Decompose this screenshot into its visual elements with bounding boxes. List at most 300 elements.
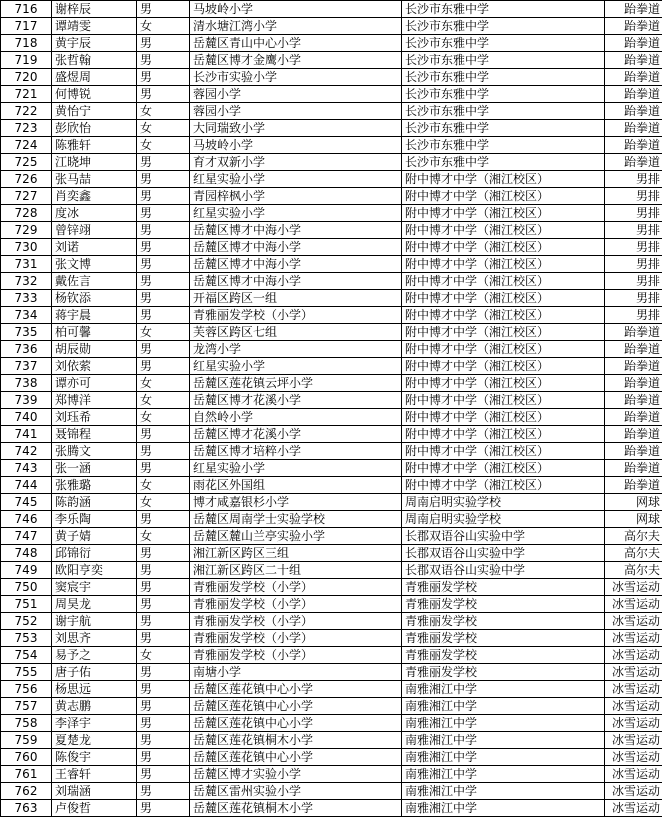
gender-cell: 男 <box>137 35 190 52</box>
row-number-cell: 759 <box>1 732 52 749</box>
table-row <box>1 188 662 205</box>
primary-school-cell: 岳麓区莲花镇云坪小学 <box>190 375 402 392</box>
table-row <box>1 766 662 783</box>
gender-cell: 女 <box>137 647 190 664</box>
row-number-cell: 716 <box>1 1 52 18</box>
middle-school-cell: 附中博才中学（湘江校区） <box>402 171 605 188</box>
gender-cell: 男 <box>137 443 190 460</box>
primary-school-cell: 长沙市实验小学 <box>190 69 402 86</box>
row-number-cell: 732 <box>1 273 52 290</box>
primary-school-cell: 岳麓区博才中海小学 <box>190 273 402 290</box>
row-number-cell: 728 <box>1 205 52 222</box>
middle-school-cell: 长郡双语谷山实验中学 <box>402 545 605 562</box>
student-name-cell: 黄志鹏 <box>52 698 137 715</box>
middle-school-cell: 长郡双语谷山实验中学 <box>402 562 605 579</box>
student-name-cell: 谭靖雯 <box>52 18 137 35</box>
student-name-cell: 蒋宇晨 <box>52 307 137 324</box>
sport-cell: 男排 <box>605 205 662 222</box>
table-row <box>1 630 662 647</box>
gender-cell: 男 <box>137 664 190 681</box>
row-number-cell: 727 <box>1 188 52 205</box>
student-name-cell: 陈雅轩 <box>52 137 137 154</box>
table-row <box>1 375 662 392</box>
row-number-cell: 725 <box>1 154 52 171</box>
primary-school-cell: 育才双新小学 <box>190 154 402 171</box>
gender-cell: 女 <box>137 18 190 35</box>
primary-school-cell: 岳麓区博才中海小学 <box>190 239 402 256</box>
primary-school-cell: 马坡岭小学 <box>190 1 402 18</box>
row-number-cell: 739 <box>1 392 52 409</box>
table-row <box>1 1 662 18</box>
table-row <box>1 324 662 341</box>
row-number-cell: 748 <box>1 545 52 562</box>
table-row <box>1 358 662 375</box>
student-name-cell: 欧阳亨奕 <box>52 562 137 579</box>
student-name-cell: 张文博 <box>52 256 137 273</box>
student-name-cell: 杨思远 <box>52 681 137 698</box>
student-name-cell: 谭亦可 <box>52 375 137 392</box>
sport-cell: 跆拳道 <box>605 392 662 409</box>
middle-school-cell: 青雅丽发学校 <box>402 596 605 613</box>
middle-school-cell: 青雅丽发学校 <box>402 664 605 681</box>
table-row <box>1 511 662 528</box>
sport-cell: 冰雪运动 <box>605 630 662 647</box>
sport-cell: 跆拳道 <box>605 426 662 443</box>
middle-school-cell: 长沙市东雅中学 <box>402 154 605 171</box>
student-name-cell: 柏可馨 <box>52 324 137 341</box>
middle-school-cell: 附中博才中学（湘江校区） <box>402 443 605 460</box>
sport-cell: 冰雪运动 <box>605 766 662 783</box>
student-name-cell: 黄怡宁 <box>52 103 137 120</box>
row-number-cell: 744 <box>1 477 52 494</box>
table-row <box>1 647 662 664</box>
student-name-cell: 张雅璐 <box>52 477 137 494</box>
primary-school-cell: 蓉园小学 <box>190 103 402 120</box>
sport-cell: 冰雪运动 <box>605 800 662 817</box>
gender-cell: 男 <box>137 681 190 698</box>
student-name-cell: 李乐陶 <box>52 511 137 528</box>
student-name-cell: 邱锦衍 <box>52 545 137 562</box>
middle-school-cell: 南雅湘江中学 <box>402 681 605 698</box>
table-row <box>1 613 662 630</box>
sport-cell: 跆拳道 <box>605 18 662 35</box>
student-name-cell: 聂锦程 <box>52 426 137 443</box>
primary-school-cell: 岳麓区博才中海小学 <box>190 222 402 239</box>
primary-school-cell: 红星实验小学 <box>190 171 402 188</box>
gender-cell: 男 <box>137 171 190 188</box>
sport-cell: 冰雪运动 <box>605 783 662 800</box>
student-name-cell: 刘依萦 <box>52 358 137 375</box>
gender-cell: 男 <box>137 307 190 324</box>
row-number-cell: 752 <box>1 613 52 630</box>
middle-school-cell: 长沙市东雅中学 <box>402 120 605 137</box>
sport-cell: 跆拳道 <box>605 443 662 460</box>
row-number-cell: 755 <box>1 664 52 681</box>
table-row <box>1 273 662 290</box>
student-name-cell: 刘瑞涵 <box>52 783 137 800</box>
primary-school-cell: 南塘小学 <box>190 664 402 681</box>
primary-school-cell: 青雅丽发学校（小学） <box>190 613 402 630</box>
middle-school-cell: 青雅丽发学校 <box>402 630 605 647</box>
middle-school-cell: 南雅湘江中学 <box>402 766 605 783</box>
middle-school-cell: 附中博才中学（湘江校区） <box>402 375 605 392</box>
sport-cell: 男排 <box>605 171 662 188</box>
sport-cell: 跆拳道 <box>605 103 662 120</box>
gender-cell: 男 <box>137 154 190 171</box>
primary-school-cell: 岳麓区莲花镇中心小学 <box>190 681 402 698</box>
primary-school-cell: 红星实验小学 <box>190 205 402 222</box>
gender-cell: 男 <box>137 460 190 477</box>
table-row <box>1 86 662 103</box>
middle-school-cell: 附中博才中学（湘江校区） <box>402 307 605 324</box>
row-number-cell: 760 <box>1 749 52 766</box>
middle-school-cell: 南雅湘江中学 <box>402 749 605 766</box>
primary-school-cell: 岳麓区雷州实验小学 <box>190 783 402 800</box>
gender-cell: 男 <box>137 52 190 69</box>
gender-cell: 女 <box>137 103 190 120</box>
row-number-cell: 763 <box>1 800 52 817</box>
gender-cell: 男 <box>137 341 190 358</box>
row-number-cell: 742 <box>1 443 52 460</box>
table-row <box>1 52 662 69</box>
row-number-cell: 754 <box>1 647 52 664</box>
primary-school-cell: 岳麓区莲花镇中心小学 <box>190 698 402 715</box>
row-number-cell: 720 <box>1 69 52 86</box>
sport-cell: 高尔夫 <box>605 528 662 545</box>
gender-cell: 男 <box>137 188 190 205</box>
row-number-cell: 735 <box>1 324 52 341</box>
row-number-cell: 756 <box>1 681 52 698</box>
row-number-cell: 741 <box>1 426 52 443</box>
student-name-cell: 卢俊哲 <box>52 800 137 817</box>
table-row <box>1 460 662 477</box>
table-row <box>1 341 662 358</box>
sport-cell: 男排 <box>605 188 662 205</box>
table-row <box>1 800 662 817</box>
primary-school-cell: 红星实验小学 <box>190 358 402 375</box>
table-row <box>1 409 662 426</box>
primary-school-cell: 红星实验小学 <box>190 460 402 477</box>
sport-cell: 男排 <box>605 290 662 307</box>
sport-cell: 男排 <box>605 222 662 239</box>
table-row <box>1 732 662 749</box>
student-name-cell: 刘诺 <box>52 239 137 256</box>
gender-cell: 男 <box>137 222 190 239</box>
row-number-cell: 719 <box>1 52 52 69</box>
table-row <box>1 222 662 239</box>
row-number-cell: 738 <box>1 375 52 392</box>
primary-school-cell: 岳麓区莲花镇中心小学 <box>190 749 402 766</box>
row-number-cell: 753 <box>1 630 52 647</box>
middle-school-cell: 附中博才中学（湘江校区） <box>402 273 605 290</box>
gender-cell: 男 <box>137 205 190 222</box>
table-row <box>1 494 662 511</box>
row-number-cell: 761 <box>1 766 52 783</box>
middle-school-cell: 南雅湘江中学 <box>402 800 605 817</box>
primary-school-cell: 马坡岭小学 <box>190 137 402 154</box>
gender-cell: 女 <box>137 494 190 511</box>
primary-school-cell: 岳麓区博才花溪小学 <box>190 392 402 409</box>
table-row <box>1 545 662 562</box>
gender-cell: 男 <box>137 715 190 732</box>
table-row <box>1 290 662 307</box>
row-number-cell: 762 <box>1 783 52 800</box>
sport-cell: 跆拳道 <box>605 477 662 494</box>
row-number-cell: 721 <box>1 86 52 103</box>
student-name-cell: 张腾文 <box>52 443 137 460</box>
sport-cell: 跆拳道 <box>605 358 662 375</box>
primary-school-cell: 开福区跨区一组 <box>190 290 402 307</box>
row-number-cell: 730 <box>1 239 52 256</box>
table-row <box>1 715 662 732</box>
primary-school-cell: 龙湾小学 <box>190 341 402 358</box>
sport-cell: 冰雪运动 <box>605 732 662 749</box>
student-name-cell: 窦宸宇 <box>52 579 137 596</box>
middle-school-cell: 附中博才中学（湘江校区） <box>402 324 605 341</box>
sport-cell: 跆拳道 <box>605 137 662 154</box>
gender-cell: 女 <box>137 324 190 341</box>
sport-cell: 男排 <box>605 239 662 256</box>
table-row <box>1 171 662 188</box>
gender-cell: 男 <box>137 256 190 273</box>
middle-school-cell: 周南启明实验学校 <box>402 494 605 511</box>
table-row <box>1 154 662 171</box>
middle-school-cell: 附中博才中学（湘江校区） <box>402 358 605 375</box>
gender-cell: 男 <box>137 86 190 103</box>
table-row <box>1 443 662 460</box>
gender-cell: 男 <box>137 613 190 630</box>
middle-school-cell: 附中博才中学（湘江校区） <box>402 477 605 494</box>
row-number-cell: 751 <box>1 596 52 613</box>
student-name-cell: 王睿轩 <box>52 766 137 783</box>
student-name-cell: 郑博洋 <box>52 392 137 409</box>
middle-school-cell: 青雅丽发学校 <box>402 613 605 630</box>
gender-cell: 男 <box>137 732 190 749</box>
sport-cell: 跆拳道 <box>605 86 662 103</box>
gender-cell: 男 <box>137 273 190 290</box>
table-row <box>1 69 662 86</box>
sport-cell: 男排 <box>605 307 662 324</box>
student-name-cell: 黄宇辰 <box>52 35 137 52</box>
student-name-cell: 张一涵 <box>52 460 137 477</box>
gender-cell: 女 <box>137 528 190 545</box>
table-row <box>1 528 662 545</box>
student-name-cell: 夏楚龙 <box>52 732 137 749</box>
sport-cell: 男排 <box>605 273 662 290</box>
sport-cell: 跆拳道 <box>605 409 662 426</box>
sport-cell: 冰雪运动 <box>605 715 662 732</box>
sport-cell: 跆拳道 <box>605 35 662 52</box>
middle-school-cell: 附中博才中学（湘江校区） <box>402 222 605 239</box>
middle-school-cell: 长郡双语谷山实验中学 <box>402 528 605 545</box>
gender-cell: 男 <box>137 426 190 443</box>
sport-cell: 冰雪运动 <box>605 613 662 630</box>
sport-cell: 高尔夫 <box>605 562 662 579</box>
middle-school-cell: 周南启明实验学校 <box>402 511 605 528</box>
student-name-cell: 张马喆 <box>52 171 137 188</box>
student-name-cell: 戴佐言 <box>52 273 137 290</box>
primary-school-cell: 清水塘江湾小学 <box>190 18 402 35</box>
student-name-cell: 盛煜周 <box>52 69 137 86</box>
sport-cell: 冰雪运动 <box>605 596 662 613</box>
row-number-cell: 743 <box>1 460 52 477</box>
primary-school-cell: 大同瑞致小学 <box>190 120 402 137</box>
primary-school-cell: 青雅丽发学校（小学） <box>190 630 402 647</box>
sport-cell: 冰雪运动 <box>605 579 662 596</box>
sport-cell: 冰雪运动 <box>605 647 662 664</box>
primary-school-cell: 青雅丽发学校（小学） <box>190 596 402 613</box>
gender-cell: 男 <box>137 596 190 613</box>
row-number-cell: 736 <box>1 341 52 358</box>
student-name-cell: 张哲翰 <box>52 52 137 69</box>
student-name-cell: 杨钦添 <box>52 290 137 307</box>
row-number-cell: 717 <box>1 18 52 35</box>
row-number-cell: 718 <box>1 35 52 52</box>
middle-school-cell: 南雅湘江中学 <box>402 715 605 732</box>
middle-school-cell: 附中博才中学（湘江校区） <box>402 256 605 273</box>
student-name-cell: 彭欣怡 <box>52 120 137 137</box>
row-number-cell: 731 <box>1 256 52 273</box>
table-row <box>1 562 662 579</box>
middle-school-cell: 附中博才中学（湘江校区） <box>402 426 605 443</box>
middle-school-cell: 长沙市东雅中学 <box>402 69 605 86</box>
primary-school-cell: 自然岭小学 <box>190 409 402 426</box>
gender-cell: 男 <box>137 358 190 375</box>
gender-cell: 男 <box>137 69 190 86</box>
gender-cell: 女 <box>137 409 190 426</box>
row-number-cell: 722 <box>1 103 52 120</box>
middle-school-cell: 长沙市东雅中学 <box>402 35 605 52</box>
primary-school-cell: 岳麓区青山中心小学 <box>190 35 402 52</box>
row-number-cell: 726 <box>1 171 52 188</box>
gender-cell: 男 <box>137 749 190 766</box>
primary-school-cell: 青园梓枫小学 <box>190 188 402 205</box>
primary-school-cell: 岳麓区博才花溪小学 <box>190 426 402 443</box>
middle-school-cell: 南雅湘江中学 <box>402 732 605 749</box>
student-name-cell: 刘珏希 <box>52 409 137 426</box>
sport-cell: 跆拳道 <box>605 69 662 86</box>
gender-cell: 男 <box>137 698 190 715</box>
middle-school-cell: 附中博才中学（湘江校区） <box>402 205 605 222</box>
primary-school-cell: 岳麓区周南学士实验学校 <box>190 511 402 528</box>
row-number-cell: 740 <box>1 409 52 426</box>
table-row <box>1 664 662 681</box>
sport-cell: 跆拳道 <box>605 341 662 358</box>
student-name-cell: 何博锐 <box>52 86 137 103</box>
table-row <box>1 256 662 273</box>
gender-cell: 男 <box>137 579 190 596</box>
primary-school-cell: 芙蓉区跨区七组 <box>190 324 402 341</box>
gender-cell: 男 <box>137 1 190 18</box>
primary-school-cell: 岳麓区博才中海小学 <box>190 256 402 273</box>
middle-school-cell: 长沙市东雅中学 <box>402 103 605 120</box>
student-name-cell: 江晓坤 <box>52 154 137 171</box>
table-row <box>1 239 662 256</box>
primary-school-cell: 青雅丽发学校（小学） <box>190 647 402 664</box>
middle-school-cell: 南雅湘江中学 <box>402 783 605 800</box>
row-number-cell: 745 <box>1 494 52 511</box>
middle-school-cell: 附中博才中学（湘江校区） <box>402 460 605 477</box>
gender-cell: 女 <box>137 375 190 392</box>
gender-cell: 女 <box>137 477 190 494</box>
row-number-cell: 746 <box>1 511 52 528</box>
middle-school-cell: 附中博才中学（湘江校区） <box>402 188 605 205</box>
row-number-cell: 757 <box>1 698 52 715</box>
primary-school-cell: 青雅丽发学校（小学） <box>190 307 402 324</box>
gender-cell: 男 <box>137 239 190 256</box>
table-row <box>1 681 662 698</box>
student-name-cell: 刘思齐 <box>52 630 137 647</box>
primary-school-cell: 青雅丽发学校（小学） <box>190 579 402 596</box>
sport-cell: 跆拳道 <box>605 460 662 477</box>
middle-school-cell: 长沙市东雅中学 <box>402 137 605 154</box>
sport-cell: 跆拳道 <box>605 52 662 69</box>
table-row <box>1 426 662 443</box>
student-name-cell: 周昊龙 <box>52 596 137 613</box>
primary-school-cell: 蓉园小学 <box>190 86 402 103</box>
gender-cell: 男 <box>137 630 190 647</box>
sport-cell: 男排 <box>605 256 662 273</box>
middle-school-cell: 长沙市东雅中学 <box>402 52 605 69</box>
table-row <box>1 137 662 154</box>
student-name-cell: 李泽宇 <box>52 715 137 732</box>
sport-cell: 跆拳道 <box>605 324 662 341</box>
sport-cell: 冰雪运动 <box>605 664 662 681</box>
gender-cell: 女 <box>137 137 190 154</box>
row-number-cell: 750 <box>1 579 52 596</box>
gender-cell: 男 <box>137 783 190 800</box>
middle-school-cell: 青雅丽发学校 <box>402 579 605 596</box>
row-number-cell: 758 <box>1 715 52 732</box>
table-row <box>1 698 662 715</box>
roster-body <box>1 1 662 817</box>
primary-school-cell: 岳麓区莲花镇中心小学 <box>190 715 402 732</box>
gender-cell: 男 <box>137 800 190 817</box>
gender-cell: 女 <box>137 392 190 409</box>
table-row <box>1 307 662 324</box>
middle-school-cell: 长沙市东雅中学 <box>402 1 605 18</box>
row-number-cell: 723 <box>1 120 52 137</box>
gender-cell: 男 <box>137 562 190 579</box>
middle-school-cell: 长沙市东雅中学 <box>402 86 605 103</box>
sport-cell: 跆拳道 <box>605 120 662 137</box>
sport-cell: 网球 <box>605 511 662 528</box>
student-name-cell: 曾锌翊 <box>52 222 137 239</box>
table-row <box>1 18 662 35</box>
gender-cell: 男 <box>137 290 190 307</box>
primary-school-cell: 岳麓区博才培粹小学 <box>190 443 402 460</box>
middle-school-cell: 附中博才中学（湘江校区） <box>402 239 605 256</box>
table-row <box>1 783 662 800</box>
primary-school-cell: 岳麓区麓山兰亭实验小学 <box>190 528 402 545</box>
gender-cell: 男 <box>137 766 190 783</box>
primary-school-cell: 岳麓区博才实验小学 <box>190 766 402 783</box>
sport-cell: 冰雪运动 <box>605 749 662 766</box>
middle-school-cell: 青雅丽发学校 <box>402 647 605 664</box>
middle-school-cell: 附中博才中学（湘江校区） <box>402 392 605 409</box>
middle-school-cell: 附中博才中学（湘江校区） <box>402 290 605 307</box>
primary-school-cell: 岳麓区莲花镇桐木小学 <box>190 732 402 749</box>
student-name-cell: 谢梓辰 <box>52 1 137 18</box>
sport-cell: 跆拳道 <box>605 154 662 171</box>
sport-cell: 冰雪运动 <box>605 698 662 715</box>
student-name-cell: 陈韵涵 <box>52 494 137 511</box>
middle-school-cell: 南雅湘江中学 <box>402 698 605 715</box>
row-number-cell: 729 <box>1 222 52 239</box>
sport-cell: 跆拳道 <box>605 1 662 18</box>
middle-school-cell: 附中博才中学（湘江校区） <box>402 409 605 426</box>
row-number-cell: 749 <box>1 562 52 579</box>
